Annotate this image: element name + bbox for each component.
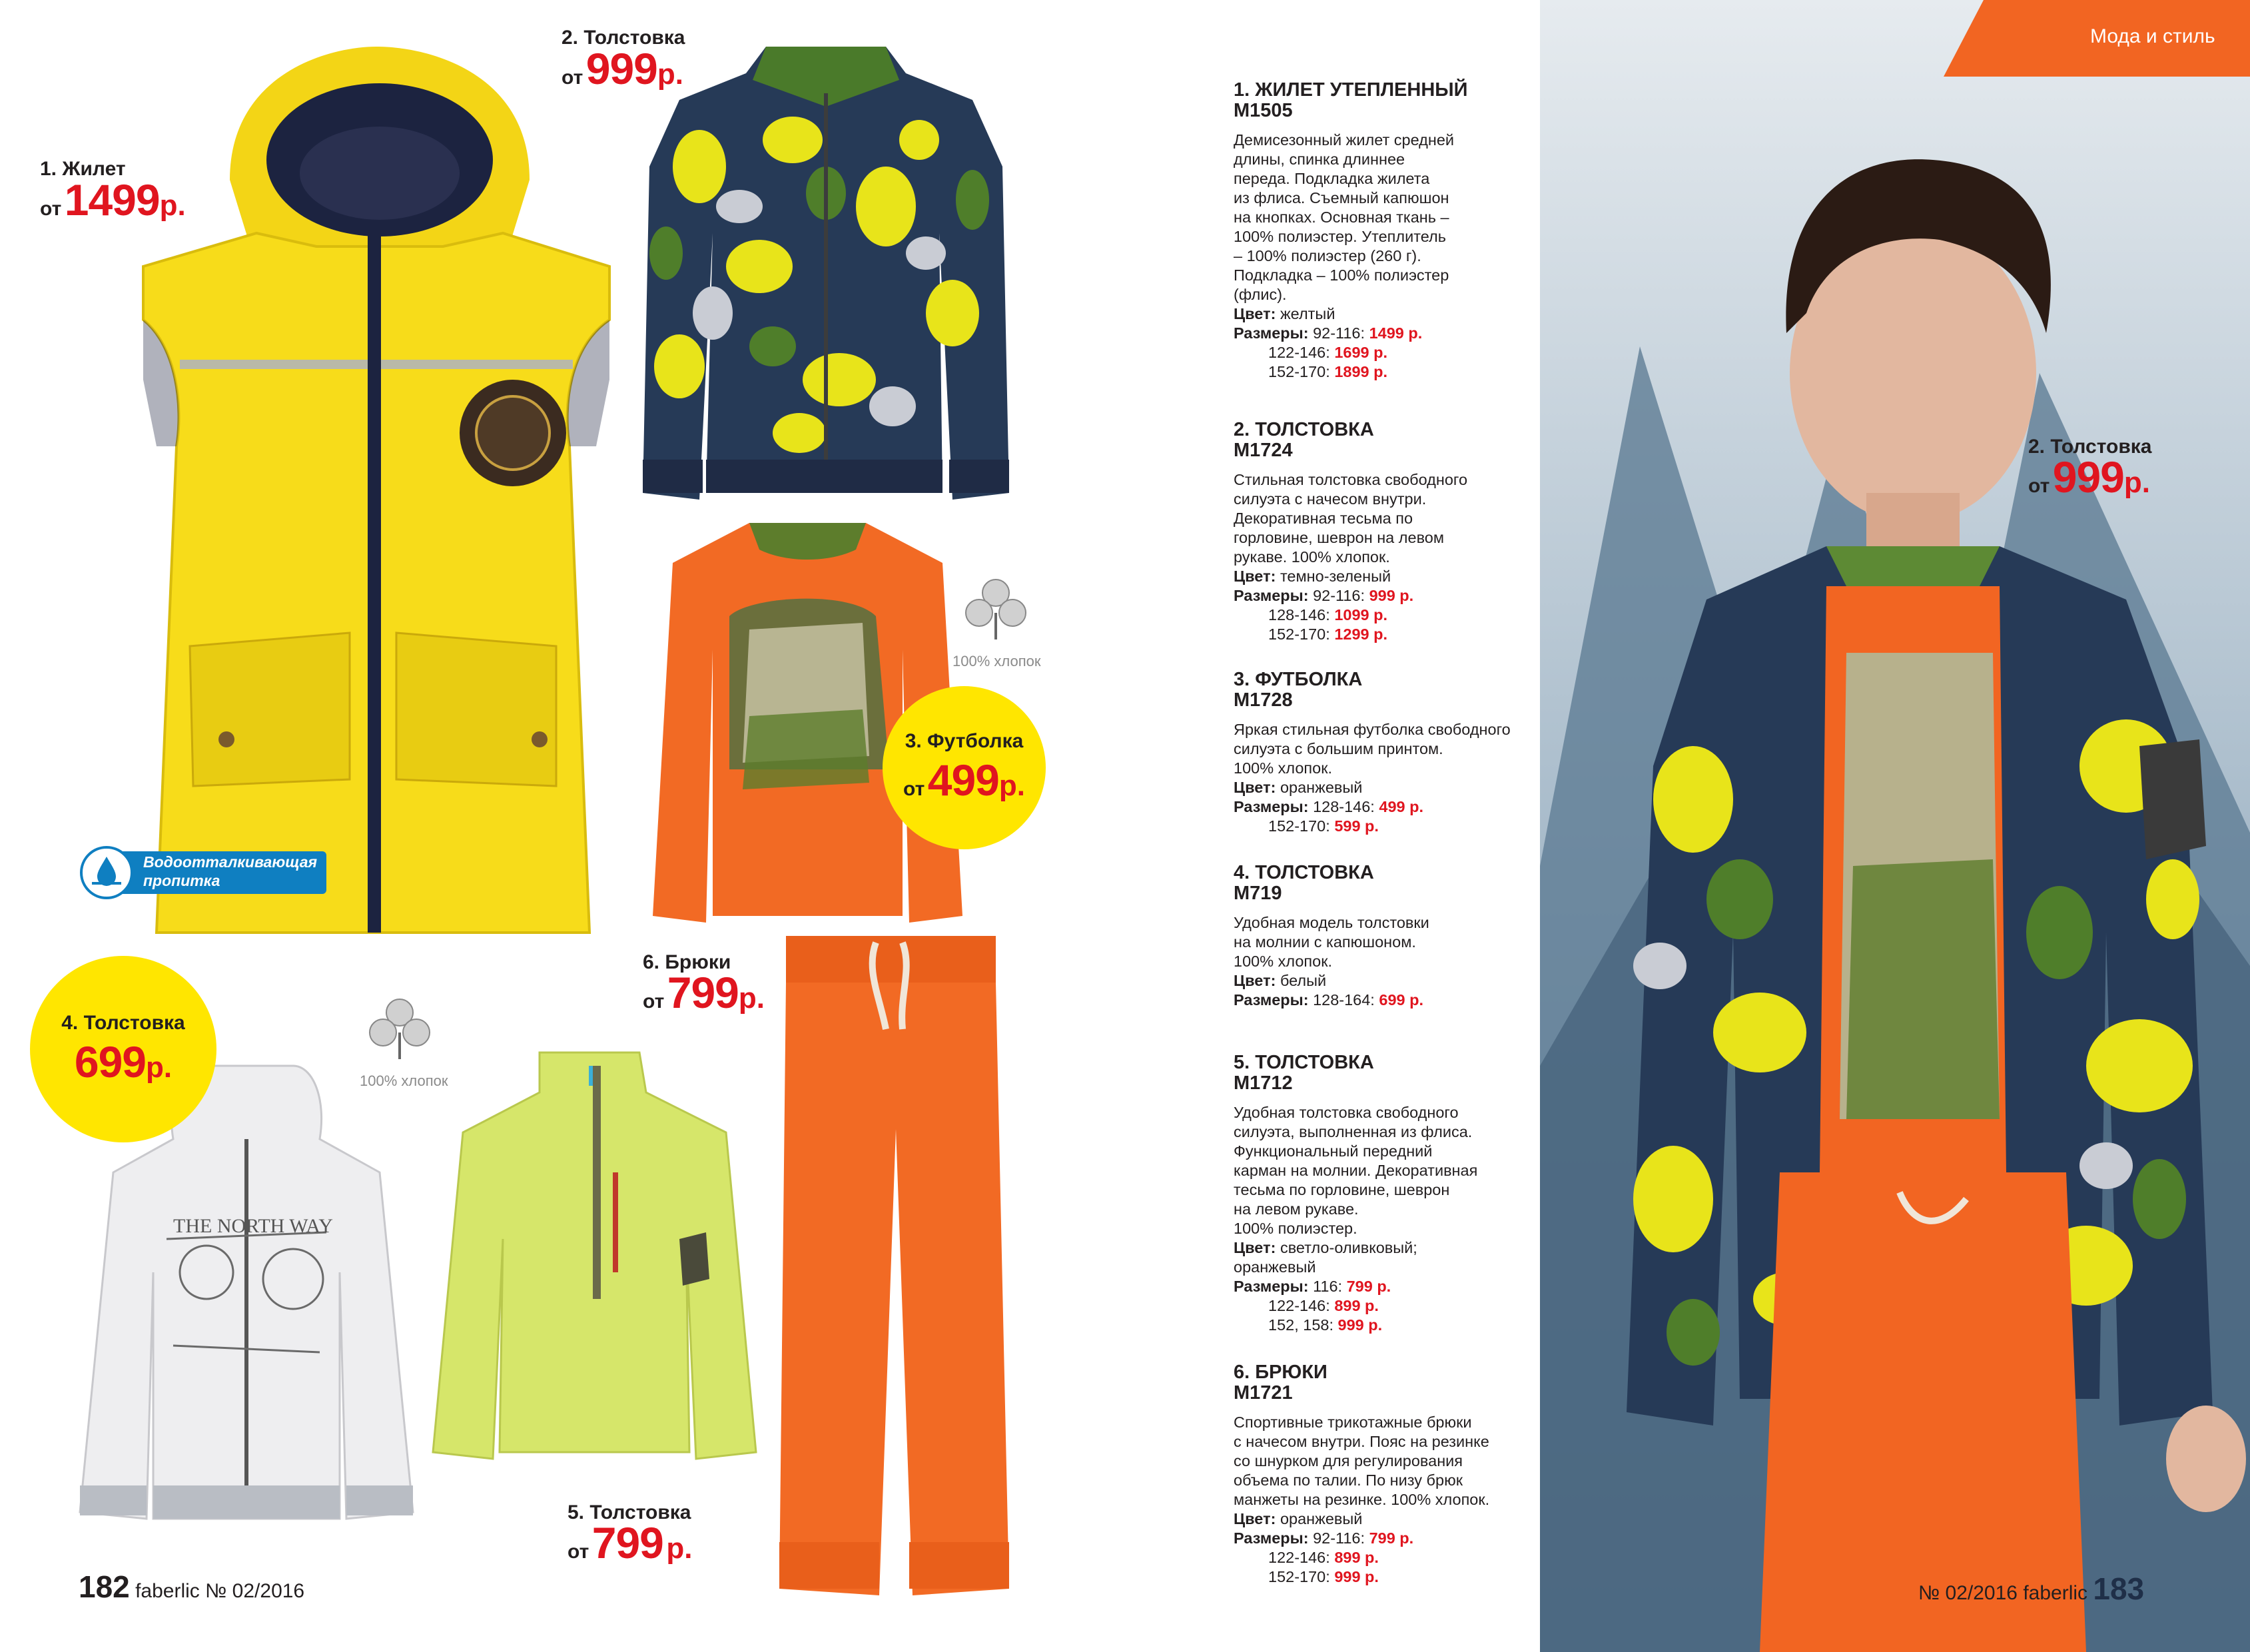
- orange-pants-image: [773, 929, 1012, 1602]
- description-line: на кнопках. Основная ткань –: [1234, 208, 1449, 226]
- description-line: – 100% полиэстер (260 г).: [1234, 247, 1421, 264]
- description-line: силуэта, выполненная из флиса.: [1234, 1123, 1473, 1140]
- size-row: [1234, 817, 1540, 836]
- product-color: [1234, 971, 1540, 991]
- product-title: 5. ТОЛСТОВКА: [1234, 1052, 1374, 1073]
- product-block: [1234, 1052, 1540, 1335]
- cotton-label: 100% хлопок: [952, 653, 1041, 669]
- size-price: 1499 р.: [1369, 324, 1423, 342]
- product-code: M1712: [1234, 1072, 1293, 1094]
- description-line: Удобная толстовка свободного: [1234, 1104, 1459, 1121]
- price-currency: р.: [738, 982, 765, 1015]
- product-block: [1234, 863, 1540, 1010]
- description-line: Спортивные трикотажные брюки: [1234, 1414, 1472, 1431]
- size-price: 999 р.: [1337, 1316, 1383, 1334]
- model-photo: [1540, 0, 2250, 1652]
- size-range: 116:: [1313, 1278, 1343, 1295]
- left-folio: [79, 1569, 304, 1605]
- description-line: карман на молнии. Декоративная: [1234, 1162, 1478, 1179]
- price-prefix: от: [2028, 475, 2050, 497]
- color-label: Цвет:: [1234, 568, 1276, 585]
- water-drop-icon: [80, 846, 133, 899]
- product-title: 1. ЖИЛЕТ УТЕПЛЕННЫЙ: [1234, 79, 1468, 101]
- product-description: [1234, 1103, 1540, 1335]
- vest-image: [130, 47, 619, 953]
- camo-jacket-image: [639, 33, 1012, 513]
- pants6-label: 6. Брюки: [643, 951, 731, 973]
- description-line: со шнурком для регулирования: [1234, 1452, 1463, 1469]
- description-line: с начесом внутри. Пояс на резинке: [1234, 1433, 1489, 1450]
- size-row: [1234, 1548, 1540, 1567]
- size-range: 122-146:: [1268, 1297, 1330, 1314]
- description-line: (флис).: [1234, 286, 1287, 303]
- size-range: 92-116:: [1313, 324, 1365, 342]
- size-price: 1899 р.: [1334, 363, 1388, 380]
- brand-name: faberlic: [135, 1580, 200, 1602]
- price-currency: р.: [998, 769, 1025, 802]
- size-row: [1234, 362, 1540, 382]
- product-color: [1234, 1509, 1540, 1529]
- description-line: Стильная толстовка свободного: [1234, 471, 1468, 488]
- color-value: светло-оливковый;: [1280, 1239, 1417, 1256]
- model-price: [2028, 452, 2150, 502]
- size-row: [1234, 343, 1540, 362]
- product-block: [1234, 420, 1540, 644]
- price-prefix: от: [567, 1541, 589, 1563]
- tshirt3-price: [903, 755, 1025, 805]
- price-currency: р.: [159, 189, 186, 222]
- cotton-label: 100% хлопок: [360, 1072, 448, 1089]
- cotton-icon: [363, 993, 436, 1066]
- product-description: [1234, 913, 1540, 1010]
- product-title: 4. ТОЛСТОВКА: [1234, 862, 1374, 883]
- fleece5-label: 5. Толстовка: [567, 1501, 691, 1523]
- product-title: 2. ТОЛСТОВКА: [1234, 419, 1374, 440]
- sizes-label: Размеры:: [1234, 1278, 1309, 1295]
- product-block: [1234, 80, 1540, 382]
- size-row: [1234, 586, 1540, 606]
- product-code: M1721: [1234, 1382, 1293, 1404]
- size-range: 152-170:: [1268, 625, 1330, 643]
- sizes-label: Размеры:: [1234, 991, 1309, 1009]
- size-range: 128-146:: [1313, 798, 1375, 815]
- hoodie4-price: [75, 1036, 172, 1087]
- size-price: 499 р.: [1379, 798, 1423, 815]
- description-line: тесьма по горловине, шеврон: [1234, 1181, 1450, 1198]
- size-row: [1234, 1277, 1540, 1296]
- price-prefix: от: [40, 198, 62, 220]
- product-description: [1234, 470, 1540, 644]
- cotton-icon: [959, 573, 1032, 646]
- size-range: 152-170:: [1268, 1568, 1330, 1585]
- description-line: рукаве. 100% хлопок.: [1234, 548, 1390, 566]
- size-range: 92-116:: [1313, 587, 1365, 604]
- size-row: [1234, 606, 1540, 625]
- description-line: длины, спинка длиннее: [1234, 151, 1405, 168]
- product-color: [1234, 304, 1540, 324]
- size-row: [1234, 324, 1540, 343]
- description-line: переда. Подкладка жилета: [1234, 170, 1430, 187]
- issue-number: № 02/2016: [205, 1580, 305, 1602]
- fleece-jacket-image: [426, 1039, 759, 1472]
- color-value: желтый: [1280, 305, 1335, 322]
- description-line: Удобная модель толстовки: [1234, 914, 1429, 931]
- size-range: 152, 158:: [1268, 1316, 1334, 1334]
- product-code: M1724: [1234, 440, 1293, 461]
- color-value: темно-зеленый: [1280, 568, 1391, 585]
- product-block: [1234, 1362, 1540, 1587]
- price-value: 699: [74, 1036, 146, 1086]
- size-range: 122-146:: [1268, 344, 1330, 361]
- page-number: 183: [2093, 1571, 2145, 1606]
- hoodie2-label: 2. Толстовка: [562, 27, 685, 49]
- sizes-label: Размеры:: [1234, 587, 1309, 604]
- hoodie2-price: [562, 43, 683, 94]
- description-line: Яркая стильная футболка свободного: [1234, 721, 1511, 738]
- description-line: 100% полиэстер.: [1234, 1220, 1357, 1237]
- svg-text:THE NORTH WAY: THE NORTH WAY: [173, 1215, 333, 1237]
- color-label: Цвет:: [1234, 305, 1276, 322]
- size-range: 152-170:: [1268, 363, 1330, 380]
- product-description: [1234, 131, 1540, 382]
- brand-name: faberlic: [2023, 1582, 2088, 1604]
- price-value: 1499: [64, 175, 160, 224]
- product-description: [1234, 720, 1540, 836]
- product-description: [1234, 1413, 1540, 1587]
- size-price: 899 р.: [1334, 1297, 1379, 1314]
- price-currency: р.: [2123, 466, 2150, 499]
- color-label: Цвет:: [1234, 972, 1276, 989]
- size-row: [1234, 1567, 1540, 1587]
- color-value: белый: [1280, 972, 1327, 989]
- size-row: [1234, 1296, 1540, 1316]
- size-range: 128-146:: [1268, 606, 1330, 623]
- product-block: [1234, 669, 1540, 836]
- description-line: 100% полиэстер. Утеплитель: [1234, 228, 1446, 245]
- size-price: 1099 р.: [1334, 606, 1388, 623]
- description-line: 100% хлопок.: [1234, 953, 1333, 970]
- color-value: оранжевый: [1280, 779, 1363, 796]
- sizes-label: Размеры:: [1234, 798, 1309, 815]
- description-line: на молнии с капюшоном.: [1234, 933, 1416, 951]
- badge-line1: Водоотталкивающая: [143, 853, 318, 871]
- size-price: 999 р.: [1334, 1568, 1379, 1585]
- vest-label: 1. Жилет: [40, 158, 126, 180]
- description-line: Демисезонный жилет средней: [1234, 131, 1455, 149]
- size-price: 1699 р.: [1334, 344, 1388, 361]
- color-label: Цвет:: [1234, 1510, 1276, 1527]
- size-range: 128-164:: [1313, 991, 1375, 1009]
- description-line: из флиса. Съемный капюшон: [1234, 189, 1449, 206]
- size-range: 92-116:: [1313, 1529, 1365, 1547]
- sizes-label: Размеры:: [1234, 324, 1309, 342]
- color-label: Цвет:: [1234, 1239, 1276, 1256]
- color-label: Цвет:: [1234, 779, 1276, 796]
- section-tab: [1944, 0, 2250, 77]
- price-value: 999: [2052, 452, 2124, 502]
- size-row: [1234, 625, 1540, 644]
- fleece5-price: [567, 1517, 692, 1568]
- description-line: манжеты на резинке. 100% хлопок.: [1234, 1491, 1490, 1508]
- description-line: силуэта с большим принтом.: [1234, 740, 1443, 757]
- section-title: Мода и стиль: [2090, 25, 2215, 47]
- hoodie4-price-circle: [30, 956, 216, 1142]
- model-label: 2. Толстовка: [2028, 436, 2152, 458]
- price-prefix: от: [562, 67, 583, 89]
- vest-price: [40, 175, 186, 225]
- size-price: 599 р.: [1334, 817, 1379, 835]
- price-currency: р.: [657, 58, 683, 91]
- price-value: 799: [667, 968, 739, 1017]
- description-line: Функциональный передний: [1234, 1142, 1433, 1160]
- product-code: M1728: [1234, 689, 1293, 711]
- description-line: горловине, шеврон на левом: [1234, 529, 1445, 546]
- price-prefix: от: [903, 778, 925, 800]
- price-value: 999: [585, 44, 657, 93]
- color-value-2: оранжевый: [1234, 1258, 1316, 1276]
- size-row: [1234, 1529, 1540, 1548]
- description-line: Декоративная тесьма по: [1234, 510, 1413, 527]
- product-code: M1505: [1234, 100, 1293, 121]
- badge-line2: пропитка: [143, 872, 220, 889]
- price-currency: р.: [146, 1050, 173, 1084]
- size-price: 999 р.: [1369, 587, 1414, 604]
- price-currency: р.: [666, 1532, 693, 1565]
- page-number: 182: [79, 1569, 130, 1604]
- size-row: [1234, 1316, 1540, 1335]
- size-price: 899 р.: [1334, 1549, 1379, 1566]
- size-price: 1299 р.: [1334, 625, 1388, 643]
- size-row: [1234, 797, 1540, 817]
- size-row: [1234, 991, 1540, 1010]
- product-color: [1234, 1238, 1540, 1258]
- product-title: 3. ФУТБОЛКА: [1234, 669, 1363, 690]
- description-line: 100% хлопок.: [1234, 759, 1333, 777]
- size-price: 799 р.: [1346, 1278, 1391, 1295]
- size-range: 122-146:: [1268, 1549, 1330, 1566]
- price-prefix: от: [643, 991, 665, 1013]
- product-code: M719: [1234, 883, 1282, 904]
- description-line: силуэта с начесом внутри.: [1234, 490, 1427, 508]
- size-price: 699 р.: [1379, 991, 1423, 1009]
- price-value: 799: [591, 1518, 663, 1567]
- color-value: оранжевый: [1280, 1510, 1363, 1527]
- tshirt3-price-circle: [883, 686, 1046, 849]
- issue-number: № 02/2016: [1918, 1582, 2018, 1604]
- description-line: Подкладка – 100% полиэстер: [1234, 266, 1449, 284]
- sizes-label: Размеры:: [1234, 1529, 1309, 1547]
- hoodie4-label: 4. Толстовка: [61, 1011, 185, 1034]
- price-value: 499: [927, 755, 999, 805]
- tshirt3-label: 3. Футболка: [905, 730, 1024, 752]
- product-color: [1234, 567, 1540, 586]
- right-folio: [1918, 1571, 2144, 1607]
- product-color: [1234, 778, 1540, 797]
- size-price: 799 р.: [1369, 1529, 1414, 1547]
- size-range: 152-170:: [1268, 817, 1330, 835]
- pants6-price: [643, 967, 765, 1018]
- description-line: объема по талии. По низу брюк: [1234, 1471, 1463, 1489]
- water-repellent-badge: [80, 846, 330, 899]
- description-line: на левом рукаве.: [1234, 1200, 1359, 1218]
- product-title: 6. БРЮКИ: [1234, 1362, 1327, 1383]
